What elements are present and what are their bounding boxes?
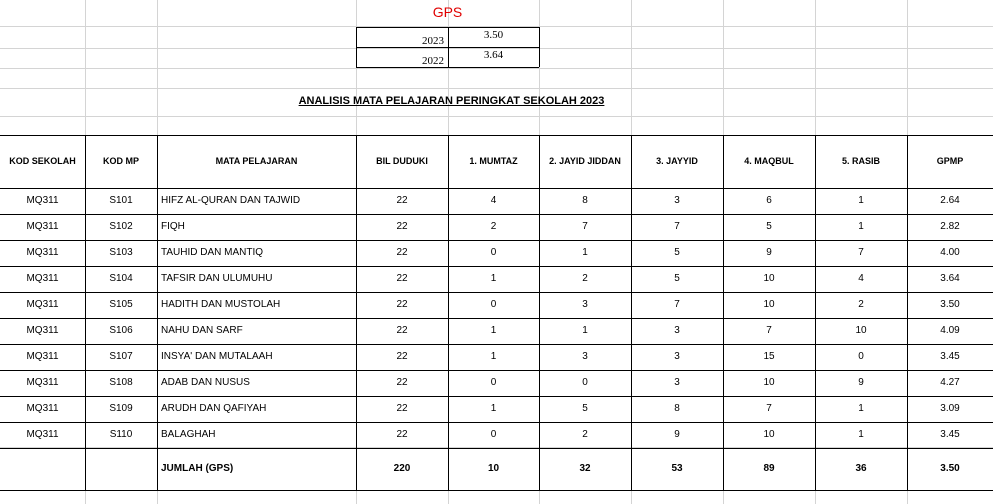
cell-kod-mp: S102: [109, 221, 133, 232]
cell-gpmp: 3.45: [940, 351, 960, 362]
cell-bil-duduki: 22: [396, 299, 408, 310]
cell-rasib: 9: [858, 377, 864, 388]
cell-bil-duduki: 22: [396, 351, 408, 362]
header-bil-duduki: BIL DUDUKI: [376, 156, 428, 166]
header-kod-mp: KOD MP: [103, 156, 139, 166]
cell-mumtaz: 0: [490, 429, 497, 440]
header-jayyid: 3. JAYYID: [656, 156, 698, 166]
cell-mumtaz: 1: [490, 325, 497, 336]
cell-kod-sekolah: MQ311: [26, 429, 59, 440]
cell-jayyid: 9: [674, 429, 680, 440]
cell-mumtaz: 0: [490, 377, 497, 388]
total-mata-pelajaran: JUMLAH (GPS): [161, 463, 234, 474]
cell-mumtaz: 0: [490, 299, 497, 310]
cell-maqbul: 9: [766, 247, 772, 258]
cell-mata-pelajaran: BALAGHAH: [161, 429, 216, 440]
cell-kod-sekolah: MQ311: [26, 247, 59, 258]
cell-gpmp: 2.82: [940, 221, 960, 232]
cell-kod-mp: S103: [109, 247, 133, 258]
cell-rasib: 7: [858, 247, 864, 258]
cell-bil-duduki: 22: [396, 247, 408, 258]
cell-kod-sekolah: MQ311: [26, 273, 59, 284]
cell-jayyid: 5: [674, 273, 680, 284]
cell-rasib: 2: [858, 299, 864, 310]
cell-gpmp: 4.00: [940, 247, 960, 258]
cell-gpmp: 4.09: [940, 325, 960, 336]
cell-mata-pelajaran: FIQH: [161, 221, 185, 232]
cell-gpmp: 3.09: [940, 403, 960, 414]
cell-gpmp: 3.50: [940, 299, 960, 310]
cell-maqbul: 10: [763, 273, 775, 284]
cell-rasib: 1: [858, 429, 864, 440]
cell-jayyid: 5: [674, 247, 680, 258]
cell-kod-sekolah: MQ311: [26, 403, 59, 414]
cell-mumtaz: 1: [490, 273, 497, 284]
cell-jayid-jiddan: 5: [582, 403, 588, 414]
header-kod-sekolah: KOD SEKOLAH: [9, 156, 76, 166]
cell-mata-pelajaran: ADAB DAN NUSUS: [161, 377, 250, 388]
gps-title: GPS: [432, 4, 463, 20]
cell-bil-duduki: 22: [396, 429, 408, 440]
total-jayid-jiddan: 32: [579, 463, 591, 474]
gps-value-2023: 3.50: [483, 29, 504, 41]
cell-jayid-jiddan: 1: [582, 247, 588, 258]
cell-jayyid: 3: [674, 351, 680, 362]
cell-maqbul: 15: [763, 351, 775, 362]
cell-bil-duduki: 22: [396, 221, 408, 232]
cell-jayyid: 7: [674, 299, 680, 310]
report-title: ANALISIS MATA PELAJARAN PERINGKAT SEKOLAH 2023: [298, 95, 605, 107]
cell-jayyid: 3: [674, 195, 680, 206]
cell-mumtaz: 1: [490, 351, 497, 362]
cell-mata-pelajaran: INSYA' DAN MUTALAAH: [161, 351, 273, 362]
header-mata-pelajaran: MATA PELAJARAN: [215, 156, 298, 166]
gps-year-2023: 2023: [422, 35, 444, 47]
cell-gpmp: 4.27: [940, 377, 960, 388]
cell-kod-sekolah: MQ311: [26, 325, 59, 336]
gps-value-2022: 3.64: [483, 49, 504, 61]
total-maqbul: 89: [763, 463, 775, 474]
cell-mata-pelajaran: TAFSIR DAN ULUMUHU: [161, 273, 273, 284]
cell-kod-sekolah: MQ311: [26, 377, 59, 388]
cell-rasib: 4: [858, 273, 864, 284]
header-maqbul: 4. MAQBUL: [744, 156, 794, 166]
cell-kod-mp: S108: [109, 377, 133, 388]
total-gpmp: 3.50: [940, 463, 960, 474]
cell-jayid-jiddan: 3: [582, 351, 588, 362]
cell-jayyid: 3: [674, 377, 680, 388]
cell-jayid-jiddan: 8: [582, 195, 588, 206]
cell-mumtaz: 0: [490, 247, 497, 258]
cell-rasib: 0: [858, 351, 864, 362]
cell-mumtaz: 4: [490, 195, 497, 206]
cell-jayid-jiddan: 3: [582, 299, 588, 310]
total-bil-duduki: 220: [393, 463, 411, 474]
header-mumtaz: 1. MUMTAZ: [469, 156, 518, 166]
total-jayyid: 53: [671, 463, 683, 474]
cell-maqbul: 7: [766, 403, 772, 414]
cell-mata-pelajaran: TAUHID DAN MANTIQ: [161, 247, 264, 258]
cell-jayid-jiddan: 0: [582, 377, 588, 388]
cell-kod-sekolah: MQ311: [26, 351, 59, 362]
cell-mata-pelajaran: NAHU DAN SARF: [161, 325, 243, 336]
cell-maqbul: 5: [766, 221, 772, 232]
cell-maqbul: 6: [766, 195, 772, 206]
gps-year-2022: 2022: [422, 55, 444, 67]
cell-mata-pelajaran: HADITH DAN MUSTOLAH: [161, 299, 281, 310]
cell-kod-mp: S105: [109, 299, 133, 310]
cell-maqbul: 10: [763, 299, 775, 310]
total-rasib: 36: [855, 463, 867, 474]
cell-rasib: 1: [858, 403, 864, 414]
cell-mata-pelajaran: ARUDH DAN QAFIYAH: [161, 403, 267, 414]
cell-maqbul: 10: [763, 429, 775, 440]
cell-jayid-jiddan: 7: [582, 221, 588, 232]
cell-maqbul: 10: [763, 377, 775, 388]
cell-kod-mp: S109: [109, 403, 133, 414]
cell-bil-duduki: 22: [396, 325, 408, 336]
cell-bil-duduki: 22: [396, 273, 408, 284]
header-gpmp: GPMP: [936, 156, 964, 166]
cell-kod-mp: S106: [109, 325, 133, 336]
cell-mata-pelajaran: HIFZ AL-QURAN DAN TAJWID: [161, 195, 301, 206]
cell-mumtaz: 1: [490, 403, 497, 414]
cell-kod-mp: S110: [109, 429, 133, 440]
header-jayid-jiddan: 2. JAYID JIDDAN: [549, 156, 621, 166]
cell-kod-sekolah: MQ311: [26, 299, 59, 310]
cell-gpmp: 3.64: [940, 273, 960, 284]
cell-jayid-jiddan: 2: [582, 273, 588, 284]
cell-kod-mp: S107: [109, 351, 133, 362]
cell-kod-mp: S104: [109, 273, 133, 284]
cell-bil-duduki: 22: [396, 377, 408, 388]
cell-gpmp: 2.64: [940, 195, 960, 206]
cell-jayyid: 8: [674, 403, 680, 414]
cell-jayyid: 3: [674, 325, 680, 336]
cell-mumtaz: 2: [490, 221, 497, 232]
cell-kod-sekolah: MQ311: [26, 195, 59, 206]
cell-jayid-jiddan: 2: [582, 429, 588, 440]
cell-rasib: 1: [858, 195, 864, 206]
cell-bil-duduki: 22: [396, 403, 408, 414]
cell-gpmp: 3.45: [940, 429, 960, 440]
total-mumtaz: 10: [487, 463, 500, 474]
header-rasib: 5. RASIB: [841, 156, 880, 166]
cell-kod-sekolah: MQ311: [26, 221, 59, 232]
cell-bil-duduki: 22: [396, 195, 408, 206]
cell-kod-mp: S101: [109, 195, 133, 206]
cell-maqbul: 7: [766, 325, 772, 336]
cell-rasib: 1: [858, 221, 864, 232]
cell-rasib: 10: [855, 325, 867, 336]
cell-jayid-jiddan: 1: [582, 325, 588, 336]
cell-jayyid: 7: [674, 221, 680, 232]
